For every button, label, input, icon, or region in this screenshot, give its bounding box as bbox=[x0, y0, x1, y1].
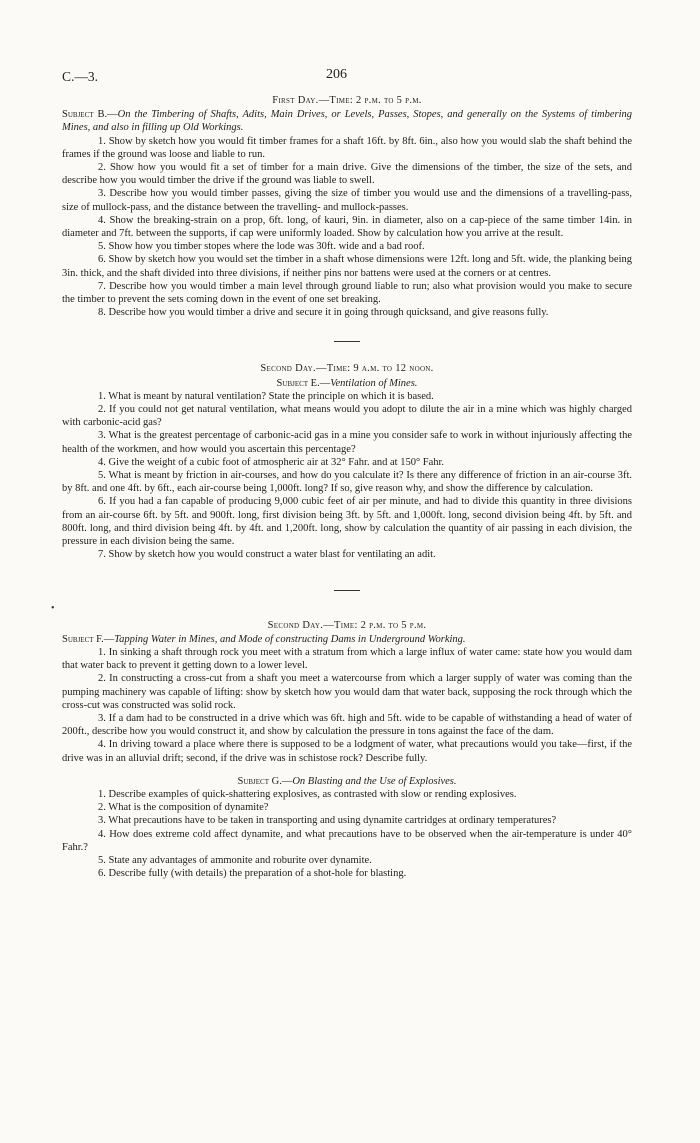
question-item: 6. Describe fully (with details) the preparation of a shot-hole for blasting. bbox=[98, 868, 407, 880]
question-item: 3. What precautions have to be taken in transporting and using dynamite cartridges at ordinary temperatures? bbox=[98, 815, 557, 827]
page-reference: C.—3. bbox=[62, 69, 99, 84]
subject-label: Subject E.— bbox=[276, 377, 331, 389]
question-item: 2. What is the composition of dynamite? bbox=[98, 802, 269, 814]
question-list bbox=[62, 646, 632, 765]
question-item: 1. Describe examples of quick-shattering explosives, as contrasted with slow or rending explosives. bbox=[98, 788, 517, 800]
section-divider bbox=[334, 341, 360, 342]
question-list bbox=[62, 788, 632, 880]
question-item: 7. Show by sketch how you would construct a water blast for ventilating an adit. bbox=[98, 549, 436, 561]
question-item: 8. Describe how you would timber a drive and secure it in going through quicksand, and give reasons fully. bbox=[98, 307, 549, 319]
subject-line bbox=[62, 108, 632, 134]
question-item: 1. Show by sketch how you would fit timber frames for a shaft 16ft. by 8ft. 6in., also how you would slab the shaft behind the frames if the ground was loose and liable to run. bbox=[62, 135, 632, 160]
question-item: 3. What is the greatest percentage of carbonic-acid gas in a mine you consider safe to work in without injuriously affecting the health of the workmen, and how would you ascertain this percentage? bbox=[62, 430, 632, 455]
subject-label: Subject B.— bbox=[62, 109, 118, 121]
section-heading: First Day.—Time: 2 p.m. to 5 p.m. bbox=[272, 95, 422, 106]
section-heading: Second Day.—Time: 2 p.m. to 5 p.m. bbox=[267, 619, 427, 631]
subject-title: On the Timbering of Shafts, Adits, Main Drives, or Levels, Passes, Stopes, and generally on the Systems of timbering Mines, and also in filling up Old Workings. bbox=[62, 109, 633, 134]
margin-dot-mark: • bbox=[51, 603, 55, 614]
subject-label: Subject G.— bbox=[237, 775, 293, 787]
subject-line bbox=[62, 377, 632, 390]
question-list bbox=[62, 135, 632, 320]
subject-title: On Blasting and the Use of Explosives. bbox=[292, 775, 457, 787]
subject-title: Ventilation of Mines. bbox=[330, 377, 418, 389]
subject-label: Subject F.— bbox=[62, 633, 115, 645]
question-item: 2. Show how you would fit a set of timber for a main drive. Give the dimensions of the timber, the size of the sets, and describe how you would timber the drive if the ground was liable to swell. bbox=[62, 162, 632, 187]
section-second-day-afternoon bbox=[62, 619, 632, 881]
question-item: 7. Describe how you would timber a main level through ground liable to run; also what provision would you make to secure the timber to prevent the sets coming down in the event of one set breaking. bbox=[62, 280, 632, 306]
page-header bbox=[62, 64, 632, 88]
question-item: 4. Give the weight of a cubic foot of atmospheric air at 32° Fahr. and at 150° Fahr. bbox=[98, 456, 445, 468]
question-item: 3. If a dam had to be constructed in a drive which was 6ft. high and 5ft. wide to be capable of withstanding a head of water of 200ft., describe how you would construct it, and show by calculation the pressure in tons against the face of the dam. bbox=[62, 712, 632, 738]
section-divider bbox=[334, 590, 360, 591]
question-item: 4. Show the breaking-strain on a prop, 6ft. long, of kauri, 9in. in diameter, also on a cap-piece of the same timber 14in. in diameter and 7ft. between the supports, if cap were uniformly loaded. Show by calculation how you arrive at the result. bbox=[62, 214, 632, 240]
subject-title: Tapping Water in Mines, and Mode of constructing Dams in Underground Working. bbox=[114, 633, 466, 645]
page-number: 206 bbox=[326, 67, 347, 82]
question-item: 6. If you had a fan capable of producing 9,000 cubic feet of air per minute, and had to divide this quantity in three divisions from an air-course 6ft. by 5ft. and 900ft. long, first division being 3ft. by 5ft. and 1,000ft. long, second division being 4ft. by 5ft. and 800ft. long, and third division being 4ft. by 4ft. and 1,200ft. long, show by calculation the quantity of air passing in each division, the pressure in each division being the same. bbox=[62, 496, 632, 548]
subject-line bbox=[62, 775, 632, 788]
section-first-day bbox=[62, 94, 632, 319]
question-item: 6. Show by sketch how you would set the timber in a shaft whose dimensions were 12ft. long and 5ft. wide, the planking being 3in. thick, and the shaft divided into three divisions, if neither pins nor battens were used at the corners or at centres. bbox=[62, 254, 632, 279]
question-item: 2. In constructing a cross-cut from a shaft you meet a watercourse from which a larger supply of water was coming than the pumping machinery was capable of lifting: show by sketch how you would dam that water back, supposing the rock through which the cross-cut was constructed was solid rock. bbox=[62, 673, 632, 711]
question-item: 5. What is meant by friction in air-courses, and how do you calculate it? Is there any difference of friction in an air-course 3ft. by 8ft. and one 4ft. by 6ft., each air-course being 1,000ft. long? If so, give reason why, and show the difference by calculation. bbox=[62, 470, 632, 495]
section-second-day-morning bbox=[62, 362, 632, 561]
subject-g-block bbox=[62, 775, 632, 881]
question-item: 3. Describe how you would timber passes, giving the size of timber you would use and the dimensions of a travelling-pass, size of mullock-pass, and the distance between the travelling- and mullock-passes. bbox=[62, 188, 632, 213]
subject-line bbox=[62, 633, 632, 646]
question-item: 1. What is meant by natural ventilation? State the principle on which it is based. bbox=[98, 390, 434, 402]
question-item: 4. How does extreme cold affect dynamite, and what precautions have to be observed when the air-temperature is under 40° Fahr.? bbox=[62, 828, 632, 853]
question-item: 1. In sinking a shaft through rock you meet with a stratum from which a large influx of water came: state how you would dam that water back to prevent it getting down to a lower level. bbox=[62, 646, 632, 672]
question-list bbox=[62, 390, 632, 562]
document-page bbox=[62, 64, 632, 880]
question-item: 4. In driving toward a place where there is supposed to be a lodgment of water, what precautions would you take—first, if the drive was in an alluvial drift; second, if the drive was in schistose rock? Describe fully. bbox=[62, 739, 632, 764]
section-heading: Second Day.—Time: 9 a.m. to 12 noon. bbox=[260, 363, 434, 375]
question-item: 5. Show how you timber stopes where the lode was 30ft. wide and a bad roof. bbox=[98, 241, 425, 253]
question-item: 2. If you could not get natural ventilation, what means would you adopt to dilute the air in a mine which was highly charged with carbonic-acid gas? bbox=[62, 404, 632, 429]
question-item: 5. State any advantages of ammonite and roburite over dynamite. bbox=[98, 854, 372, 866]
